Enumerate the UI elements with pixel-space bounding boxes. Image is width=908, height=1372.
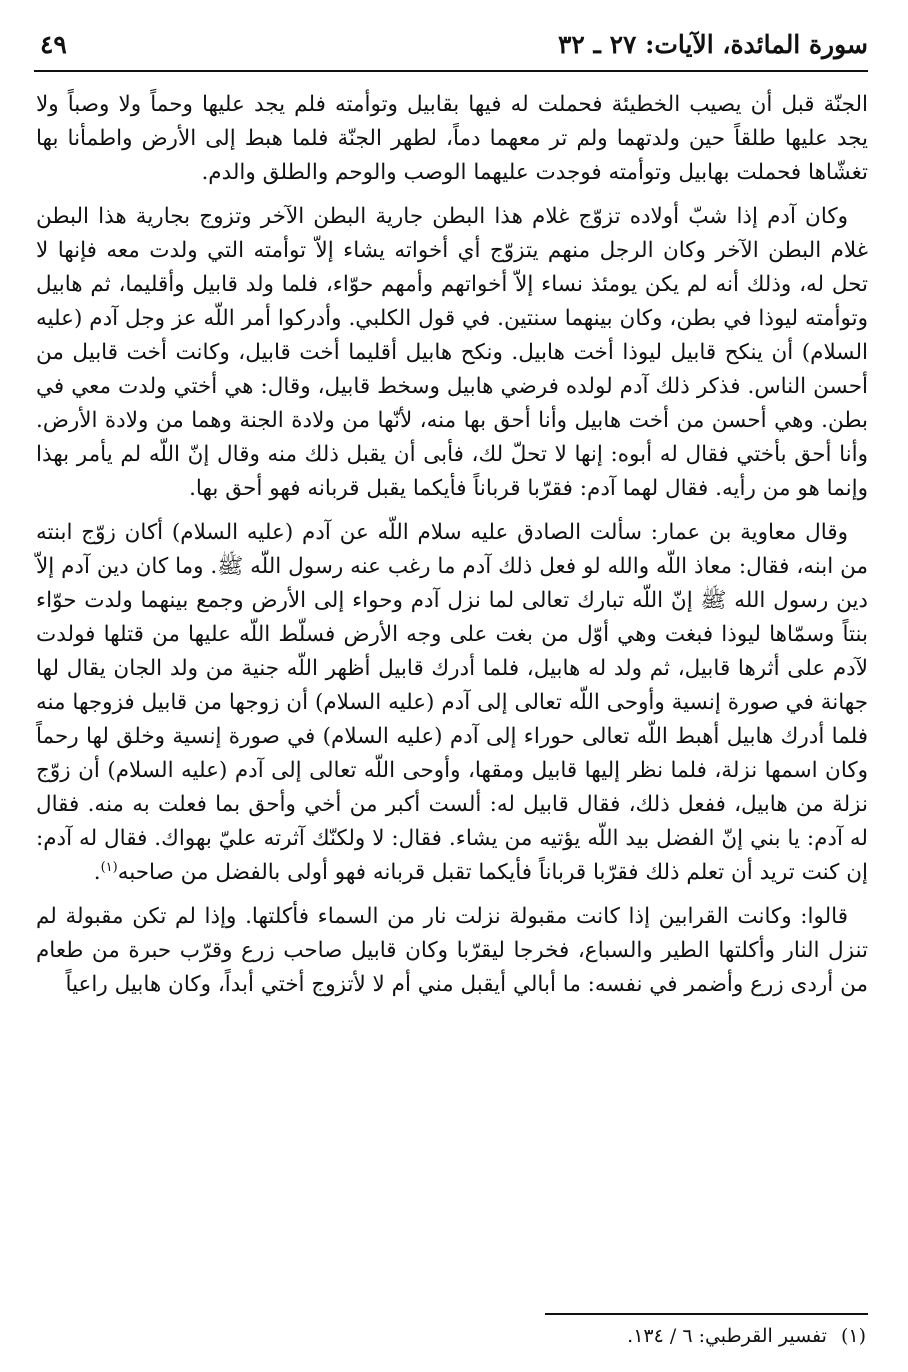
- running-title: سورة المائدة، الآيات: ٢٧ ـ ٣٢: [557, 30, 868, 59]
- paragraph-1: الجنّة قبل أن يصيب الخطيئة فحملت له فيها بقابيل وتوأمته فلم يجد عليها وحماً ولا وصباً ولا يجد عليها طلقاً حين ولدتهما ولم تر معهما دماً، لطهر الجنّة فلما هبط إلى الأرض واطمأنا بها تغشّاها فحملت بهابيل وتوأمته فوجدت عليهما الوصب والوحم والطلق والدم.: [36, 92, 868, 185]
- paragraph-3: وقال معاوية بن عمار: سألت الصادق عليه سلام اللّه عن آدم (عليه السلام) أكان زوّج ابنته من ابنه، فقال: معاذ اللّه والله لو فعل ذلك آدم ما رغب عنه رسول اللّه ﷺ. وما كان دين آدم إلاّ دين رسول الله ﷺ إنّ اللّه تبارك تعالى لما نزل آدم وحواء إلى الأرض وجمع بينهما ولدت حوّاء بنتاً وسمّاها ليوذا فبغت وهي أوّل من بغت على وجه الأرض فسلّط اللّه عليها من قتلها فولدت لآدم على أثرها قابيل، ثم ولد له هابيل، فلما أدرك قابيل أظهر اللّه جنية من ولد الجان يقال لها جهانة في صورة إنسية وأوحى اللّه تعالى إلى آدم (عليه السلام) أن زوجها من قابيل فزوجها منه فلما أدرك هابيل أهبط اللّه تعالى حوراء إلى آدم (عليه السلام) في صورة إنسية وخلق لها رحماً وكان اسمها نزلة، فلما نظر إليها قابيل ومقها، وأوحى اللّه تعالى إلى آدم (عليه السلام) أن زوّج نزلة من هابيل، ففعل ذلك، فقال قابيل له: ألست أكبر من أخي وأحق بما فعلت به منه. فقال له آدم: يا بني إنّ الفضل بيد اللّه يؤتيه من يشاء. فقال: لا ولكنّك آثرته عليّ بهواك. فقال له آدم: إن كنت تريد أن تعلم ذلك فقرّبا قرباناً فأيكما تقبل قربانه فهو أولى بالفضل من صاحبه$^{(١)}$.: [36, 520, 868, 885]
- footnote-reference: (١): [100, 859, 118, 875]
- paragraph-2: وكان آدم إذا شبّ أولاده تزوّج غلام هذا البطن جارية البطن الآخر وتزوج بجارية هذا البطن غلام البطن الآخر وكان الرجل منهم يتزوّج أي أخواته يشاء إلاّ توأمته التي ولدت معه فإنها لا تحل له، وذلك أنه لم يكن يومئذ نساء إلاّ أخواتهم وأمهم حوّاء، فلما ولد قابيل وأقليما، ثم هابيل وتوأمته ليوذا في بطن، وكان بينهما سنتين. في قول الكلبي. وأدركوا أمر اللّه عز وجل آدم (عليه السلام) أن ينكح قابيل ليوذا أخت هابيل. ونكح هابيل أقليما أخت قابيل، وكانت أخت قابيل من أحسن الناس. فذكر ذلك آدم لولده فرضي هابيل وسخط قابيل، وقال: هي أختي ولدت معي في بطن. وهي أحسن من أخت هابيل وأنا أحق بها منه، لأنّها من ولادة الجنة وهما من ولادة الأرض. وأنا أحق بأختي فقال له أبوه: إنها لا تحلّ لك، فأبى أن يقبل ذلك منه وقال إنّ اللّه لم يأمر بهذا وإنما هو من رأيه. فقال لهما آدم: فقرّبا قرباناً فأيكما يقبل قربانه فهو أحق بها.: [36, 204, 868, 501]
- main-text: [36, 88, 868, 1002]
- footnote-number: (١): [840, 1325, 866, 1347]
- page-header: [40, 26, 868, 68]
- paragraph-3-text: وقال معاوية بن عمار: سألت الصادق عليه سلام اللّه عن آدم (عليه السلام) أكان زوّج ابنته من ابنه، فقال: معاذ اللّه والله لو فعل ذلك آدم ما رغب عنه رسول اللّه ﷺ. وما كان دين آدم إلاّ دين رسول الله ﷺ إنّ اللّه تبارك تعالى لما نزل آدم وحواء إلى الأرض وجمع بينهما ولدت حوّاء بنتاً وسمّاها ليوذا فبغت وهي أوّل من بغت على وجه الأرض فسلّط اللّه عليها من قتلها فولدت لآدم على أثرها قابيل، ثم ولد له هابيل، فلما أدرك قابيل أظهر اللّه جنية من ولد الجان يقال لها جهانة في صورة إنسية وأوحى اللّه تعالى إلى آدم (عليه السلام) أن زوجها من قابيل فزوجها منه فلما أدرك هابيل أهبط اللّه تعالى حوراء إلى آدم (عليه السلام) في صورة إنسية وخلق لها رحماً وكان اسمها نزلة، فلما نظر إليها قابيل ومقها، وأوحى اللّه تعالى إلى آدم (عليه السلام) أن زوّج نزلة من هابيل، ففعل ذلك، فقال قابيل له: ألست أكبر من أخي وأحق بما فعلت به منه. فقال له آدم: يا بني إنّ الفضل بيد اللّه يؤتيه من يشاء. فقال: لا ولكنّك آثرته عليّ بهواك. فقال له آدم: إن كنت تريد أن تعلم ذلك فقرّبا قرباناً فأيكما تقبل قربانه فهو أولى بالفضل من صاحبه: [36, 520, 868, 885]
- header-divider: [34, 70, 868, 72]
- footnote-text: تفسير القرطبي: ٦ / ١٣٤.: [627, 1325, 827, 1347]
- footnote-divider: [545, 1313, 868, 1315]
- footnote: [40, 1322, 866, 1350]
- paragraph-4: قالوا: وكانت القرابين إذا كانت مقبولة نزلت نار من السماء فأكلتها. وإذا لم تكن مقبولة لم تنزل النار وأكلتها الطير والسباع، فخرجا ليقرّبا وكان قابيل صاحب زرع وقرّب حبرة من طعام من أردى زرع وأضمر في نفسه: ما أبالي أيقبل مني أم لا لأتزوج أختي أبداً، وكان هابيل راعياً: [36, 904, 868, 997]
- page-number: ٤٩: [40, 30, 67, 59]
